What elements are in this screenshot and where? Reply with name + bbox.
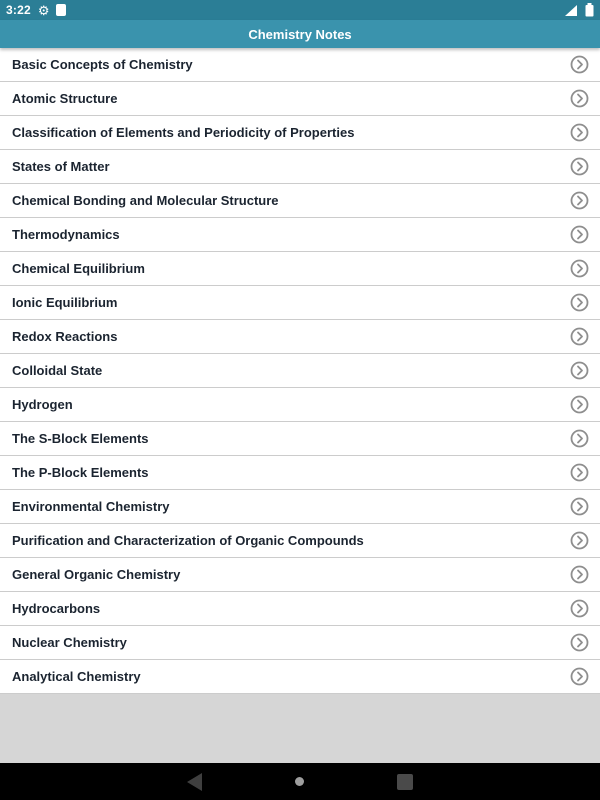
chevron-right-icon [570, 361, 589, 380]
chevron-right-icon [570, 123, 589, 142]
settings-gear-icon: ⚙ [37, 2, 50, 18]
wifi-icon [564, 4, 578, 17]
list-item-label: Basic Concepts of Chemistry [12, 57, 193, 72]
chevron-right-icon [570, 395, 589, 414]
list-item[interactable] [0, 558, 600, 592]
status-time: 3:22 [6, 3, 31, 17]
chapter-list [0, 48, 600, 694]
list-item-label: Redox Reactions [12, 329, 118, 344]
list-item-label: Analytical Chemistry [12, 669, 141, 684]
list-item-label: Atomic Structure [12, 91, 118, 106]
list-item-label: Chemical Equilibrium [12, 261, 145, 276]
chevron-right-icon [570, 89, 589, 108]
list-item-label: Chemical Bonding and Molecular Structure [12, 193, 279, 208]
list-item[interactable] [0, 286, 600, 320]
list-item-label: The S-Block Elements [12, 431, 149, 446]
list-item-label: Environmental Chemistry [12, 499, 170, 514]
list-item[interactable] [0, 456, 600, 490]
list-item-label: Hydrocarbons [12, 601, 101, 616]
list-item-label: Nuclear Chemistry [12, 635, 127, 650]
app-bar [0, 20, 600, 48]
navigation-bar [0, 763, 600, 800]
list-item-label: General Organic Chemistry [12, 567, 181, 582]
chevron-right-icon [570, 633, 589, 652]
list-item[interactable] [0, 116, 600, 150]
battery-icon [585, 3, 594, 17]
list-item[interactable] [0, 592, 600, 626]
chevron-right-icon [570, 497, 589, 516]
chevron-right-icon [570, 531, 589, 550]
chevron-right-icon [570, 327, 589, 346]
status-bar [0, 0, 600, 20]
list-item[interactable] [0, 48, 600, 82]
list-item-label: Ionic Equilibrium [12, 295, 118, 310]
recents-button[interactable] [397, 774, 413, 790]
chevron-right-icon [570, 225, 589, 244]
chevron-right-icon [570, 191, 589, 210]
page-title: Chemistry Notes [248, 26, 352, 42]
list-item-label: The P-Block Elements [12, 465, 149, 480]
list-item-label: Purification and Characterization of Organic Compounds [12, 533, 364, 548]
list-item[interactable] [0, 252, 600, 286]
list-item-label: Classification of Elements and Periodicity of Properties [12, 125, 355, 140]
status-bar-right [564, 3, 594, 17]
recents-square-icon [397, 774, 413, 790]
chevron-right-icon [570, 429, 589, 448]
content-background [0, 694, 600, 763]
list-item[interactable] [0, 422, 600, 456]
list-item-label: Thermodynamics [12, 227, 120, 242]
chevron-right-icon [570, 599, 589, 618]
home-button[interactable] [295, 777, 304, 786]
list-item[interactable] [0, 524, 600, 558]
list-item[interactable] [0, 660, 600, 694]
list-item[interactable] [0, 82, 600, 116]
list-item-label: Colloidal State [12, 363, 103, 378]
list-item-label: States of Matter [12, 159, 110, 174]
status-bar-left [6, 3, 66, 17]
back-button[interactable] [187, 773, 202, 791]
list-item[interactable] [0, 184, 600, 218]
list-item[interactable] [0, 150, 600, 184]
list-item[interactable] [0, 354, 600, 388]
list-item[interactable] [0, 388, 600, 422]
chevron-right-icon [570, 667, 589, 686]
chevron-right-icon [570, 293, 589, 312]
list-item[interactable] [0, 218, 600, 252]
list-item[interactable] [0, 626, 600, 660]
list-item-label: Hydrogen [12, 397, 73, 412]
chevron-right-icon [570, 259, 589, 278]
list-item[interactable] [0, 320, 600, 354]
chevron-right-icon [570, 55, 589, 74]
notification-icon [56, 4, 66, 16]
chevron-right-icon [570, 565, 589, 584]
chevron-right-icon [570, 463, 589, 482]
chevron-right-icon [570, 157, 589, 176]
back-triangle-icon [187, 773, 202, 791]
list-item[interactable] [0, 490, 600, 524]
home-circle-icon [295, 777, 304, 786]
